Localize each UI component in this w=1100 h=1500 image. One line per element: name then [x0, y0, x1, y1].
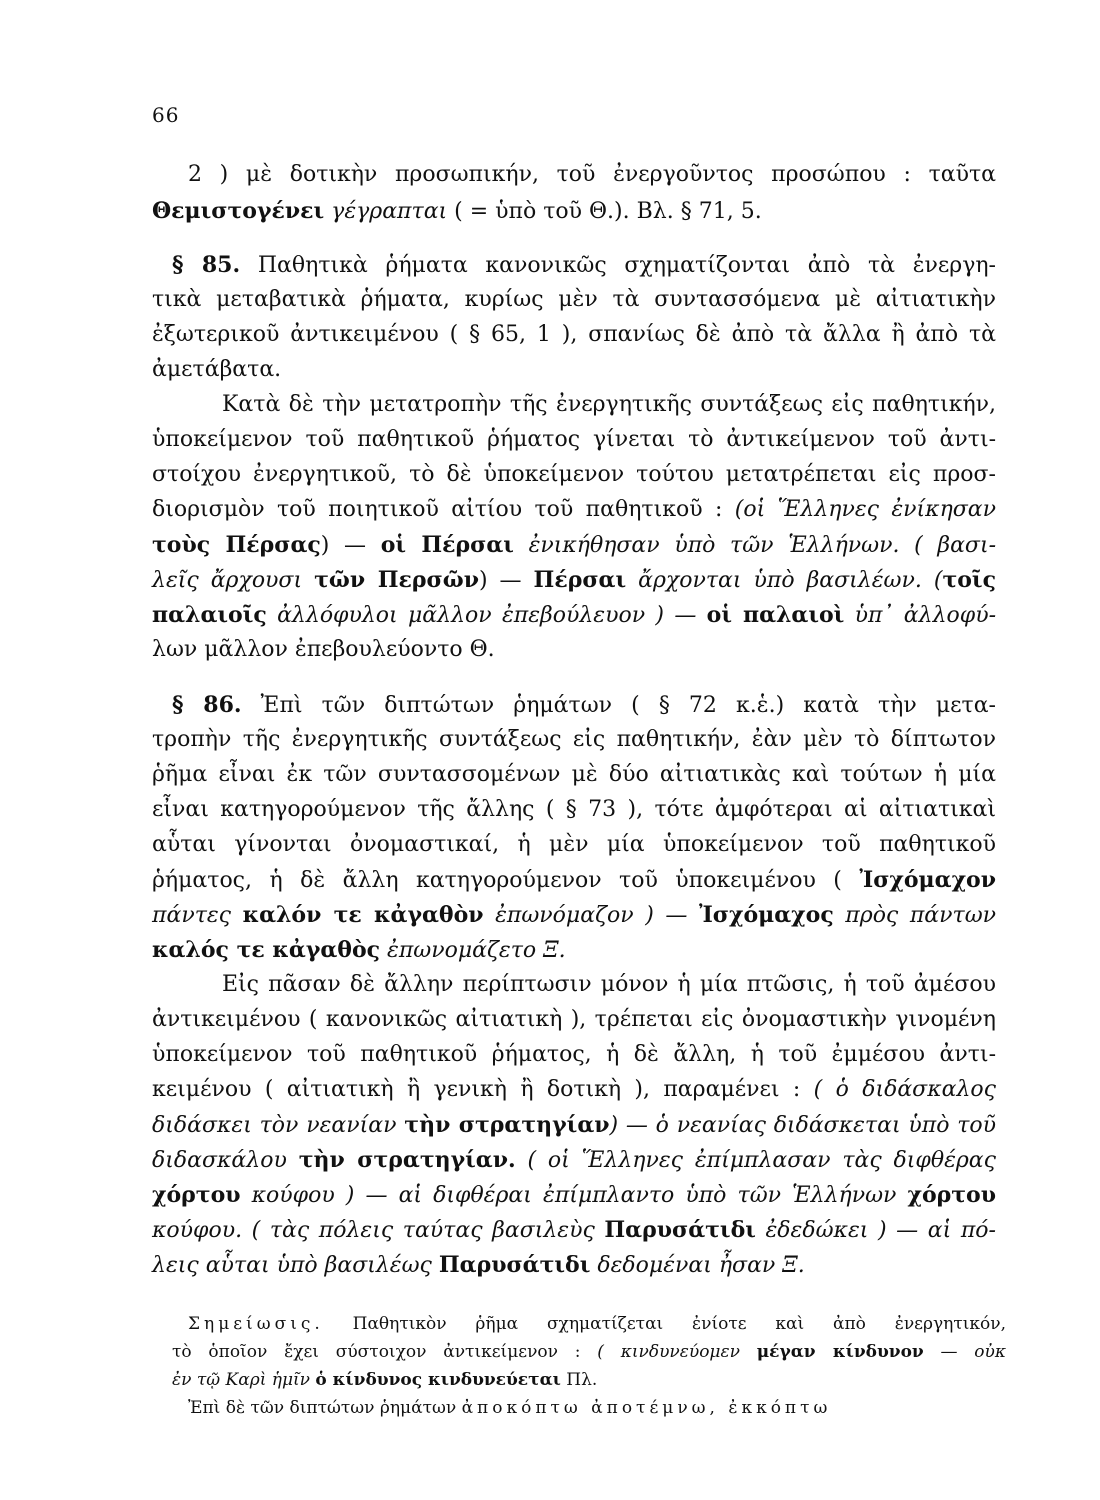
s86-l15c: χόρτου: [907, 1182, 996, 1208]
s86-l12b: ( ὁ διδάσκαλος: [813, 1077, 996, 1102]
s86-line-1-text: Ἐπὶ τῶν διπτώτων ῥημάτων ( § 72 κ.ἑ.) κατὰ τὴν μετα-: [241, 693, 996, 718]
s85-line-6: ὑποκείμενον τοῦ παθητικοῦ ῥήματος γίνεται τὸ ἀντικείμενον τοῦ ἀντι-: [152, 427, 996, 452]
s85-line-8: [152, 495, 996, 525]
s86-line-9: Εἰς πᾶσαν δὲ ἄλλην περίπτωσιν μόνον ἡ μία πτῶσις, ἡ τοῦ ἀμέσου: [222, 972, 996, 997]
s86-l15b: κούφου ) — αἱ διφθέραι ἐπίμπλαντο ὑπὸ τῶν Ἑλλήνων: [240, 1183, 908, 1208]
s86-line-15: [152, 1180, 996, 1211]
s86-l8b: ἐπωνομάζετο Ξ.: [380, 938, 566, 963]
s85-l10d: Πέρσαι: [533, 567, 627, 593]
s86-l16a: κούφου. ( τὰς πόλεις ταύτας βασιλεὺς: [152, 1218, 605, 1243]
s86-line-4: εἶναι κατηγορούμενον τῆς ἄλλης ( § 73 ), τότε ἀμφότεραι αἱ αἰτιατικαὶ: [152, 797, 996, 822]
bold-term: Θεμιστογένει: [152, 198, 325, 224]
s86-line-8: [152, 935, 566, 966]
s86-l12a: κειμένου ( αἰτιατικὴ ἢ γενικὴ ἢ δοτικὴ ), παραμένει :: [152, 1077, 814, 1102]
note-l2a: τὸ ὁποῖον ἔχει σύστοιχον ἀντικείμενον :: [172, 1342, 598, 1362]
s86-l17b: Παρυσάτιδι: [438, 1252, 591, 1278]
s86-l13a: διδάσκει τὸν νεανίαν: [152, 1113, 405, 1138]
s85-l11d: ὑπ᾽ ἀλλοφύ-: [844, 603, 997, 628]
s85-line-9: [152, 530, 996, 561]
note-l2c: μέγαν κίνδυνον: [756, 1342, 924, 1362]
note-l4a: Ἐπὶ δὲ τῶν διπτώτων ῥημάτων: [188, 1398, 462, 1418]
s85-l9d: ἐνικήθησαν ὑπὸ τῶν Ἑλλήνων. ( βασι-: [513, 533, 996, 558]
s85-line-2: τικὰ μεταβατικὰ ῥήματα, κυρίως μὲν τὰ συντασσόμενα μὲ αἰτιατικὴν: [152, 287, 996, 312]
s86-line-11: ὑποκείμενον τοῦ παθητικοῦ ῥήματος, ἡ δὲ ἄλλη, ἡ τοῦ ἐμμέσου ἀντι-: [152, 1042, 996, 1067]
note-l3c: Πλ.: [560, 1370, 598, 1390]
s86-line-3: ῥῆμα εἶναι ἐκ τῶν συντασσομένων μὲ δύο αἰτιατικὰς καὶ τούτων ἡ μία: [152, 762, 996, 787]
s85-l11c: οἱ παλαιοὶ: [706, 602, 845, 628]
section-86-number: § 86.: [172, 692, 242, 718]
s86-line-2: τροπὴν τῆς ἐνεργητικῆς συντάξεως εἰς παθητικήν, ἐὰν μὲν τὸ δίπτωτον: [152, 727, 996, 752]
s86-l6a: ῥήματος, ἡ δὲ ἄλλη κατηγορούμενον τοῦ ὑποκειμένου (: [152, 868, 860, 893]
s85-l10e: ἄρχονται ὑπὸ βασιλέων. (: [626, 568, 943, 593]
s86-l13b: τὴν στρατηγίαν: [404, 1112, 610, 1138]
s86-l14c: ( οἱ Ἕλληνες ἐπίμπλασαν τὰς διφθέρας: [515, 1148, 996, 1173]
s85-l11b: ἀλλόφυλοι μᾶλλον ἐπεβούλευον ) —: [266, 603, 707, 628]
note-line-4: [188, 1396, 1006, 1420]
s85-line-1: [172, 250, 996, 281]
s86-line-10: ἀντικειμένου ( κανονικῶς αἰτιατικὴ ), τρέπεται εἰς ὀνομαστικὴν γινομένη: [152, 1007, 996, 1032]
p1-line-2: [152, 196, 762, 227]
note-line-2: [172, 1340, 1006, 1364]
s86-line-1: [172, 690, 996, 721]
s86-l7e: πρὸς πάντων: [833, 903, 997, 928]
italic-term: γέγραπται: [324, 199, 448, 224]
s86-l13c: ) — ὁ νεανίας διδάσκεται ὑπὸ τοῦ: [609, 1113, 997, 1138]
s86-l16b: Παρυσάτιδι: [604, 1217, 756, 1243]
s86-l7c: ἐπωνόμαζον ) —: [483, 903, 699, 928]
s86-line-14: [152, 1145, 996, 1176]
note-line-1: [188, 1312, 1006, 1336]
note-l3a: ἐν τῷ Καρὶ ἡμῖν: [172, 1370, 316, 1390]
s86-l6b: Ἰσχόμαχον: [859, 867, 996, 893]
s86-line-7: [152, 900, 996, 931]
s85-line-4: ἀμετάβατα.: [152, 357, 282, 382]
s86-l14b: τὴν στρατηγίαν.: [298, 1147, 516, 1173]
s85-line-12: λων μᾶλλον ἐπεβουλεύοντο Θ.: [152, 637, 495, 662]
s86-line-13: [152, 1110, 996, 1141]
s85-line-7: στοίχου ἐνεργητικοῦ, τὸ δὲ ὑποκείμενον τούτου μετατρέπεται εἰς προσ-: [152, 462, 996, 487]
section-85-number: § 85.: [172, 252, 241, 278]
note-l1: Παθητικὸν ῥῆμα σχηματίζεται ἐνίοτε καὶ ἀπὸ ἐνεργητικόν,: [323, 1314, 1006, 1334]
s86-l7a: πάντες: [152, 903, 243, 928]
s85-l8b: (οἱ Ἕλληνες ἐνίκησαν: [734, 497, 996, 522]
s85-l10f: τοῖς: [942, 567, 996, 593]
s85-l10b: τῶν Περσῶν: [314, 567, 479, 593]
p1-line-1: 2 ) μὲ δοτικὴν προσωπικήν, τοῦ ἐνεργοῦντος προσώπου : ταῦτα: [188, 162, 996, 187]
s86-l15a: χόρτου: [152, 1182, 241, 1208]
s85-line-10: [152, 565, 996, 596]
s85-l8a: διορισμὸν τοῦ ποιητικοῦ αἰτίου τοῦ παθητικοῦ :: [152, 497, 735, 522]
note-line-3: [172, 1368, 597, 1392]
s85-l9a: τοὺς Πέρσας: [152, 532, 321, 558]
s86-l17a: λεις αὗται ὑπὸ βασιλέως: [152, 1253, 439, 1278]
s85-l10c: ) —: [478, 568, 534, 593]
note-l2b: ( κινδυνεύομεν: [597, 1342, 757, 1362]
p1-line-2-rest: ( = ὑπὸ τοῦ Θ.). Βλ. § 71, 5.: [447, 199, 762, 224]
note-label: Σημείωσις.: [188, 1314, 324, 1334]
note-l3b: ὁ κίνδυνος κινδυνεύεται: [315, 1370, 561, 1390]
page-number: 66: [152, 103, 180, 127]
s85-l11a: παλαιοῖς: [152, 602, 267, 628]
s86-line-5: αὗται γίνονται ὀνομαστικαί, ἡ μὲν μία ὑποκείμενον τοῦ παθητικοῦ: [152, 832, 996, 857]
s85-line-1-text: Παθητικὰ ῥήματα κανονικῶς σχηματίζονται ἀπὸ τὰ ἐνεργη-: [240, 253, 996, 278]
s86-l14a: διδασκάλου: [152, 1148, 299, 1173]
s86-line-16: [152, 1215, 996, 1246]
s85-l9b: ) —: [320, 533, 381, 558]
s86-line-6: [152, 865, 996, 896]
s86-line-12: [152, 1075, 996, 1105]
note-l2d: — οὐκ: [923, 1342, 1006, 1362]
s85-line-11: [152, 600, 996, 631]
s86-l16c: ἐδεδώκει ) — αἱ πό-: [755, 1218, 996, 1243]
s85-l10a: λεῖς ἄρχουσι: [152, 568, 315, 593]
s86-l7b: καλόν τε κἀγαθὸν: [242, 902, 484, 928]
s86-l7d: Ἰσχόμαχος: [698, 902, 834, 928]
s85-line-5: Κατὰ δὲ τὴν μετατροπὴν τῆς ἐνεργητικῆς συντάξεως εἰς παθητικήν,: [222, 392, 996, 417]
s85-line-3: ἐξωτερικοῦ ἀντικειμένου ( § 65, 1 ), σπανίως δὲ ἀπὸ τὰ ἄλλα ἢ ἀπὸ τὰ: [152, 322, 996, 347]
s86-l17c: δεδομέναι ἦσαν Ξ.: [590, 1253, 805, 1278]
s86-l8a: καλός τε κἀγαθὸς: [152, 937, 381, 963]
note-l4b: ἀποκόπτω ἀποτέμνω, ἐκκόπτω: [461, 1398, 832, 1418]
s86-line-17: [152, 1250, 805, 1281]
s85-l9c: οἱ Πέρσαι: [380, 532, 514, 558]
